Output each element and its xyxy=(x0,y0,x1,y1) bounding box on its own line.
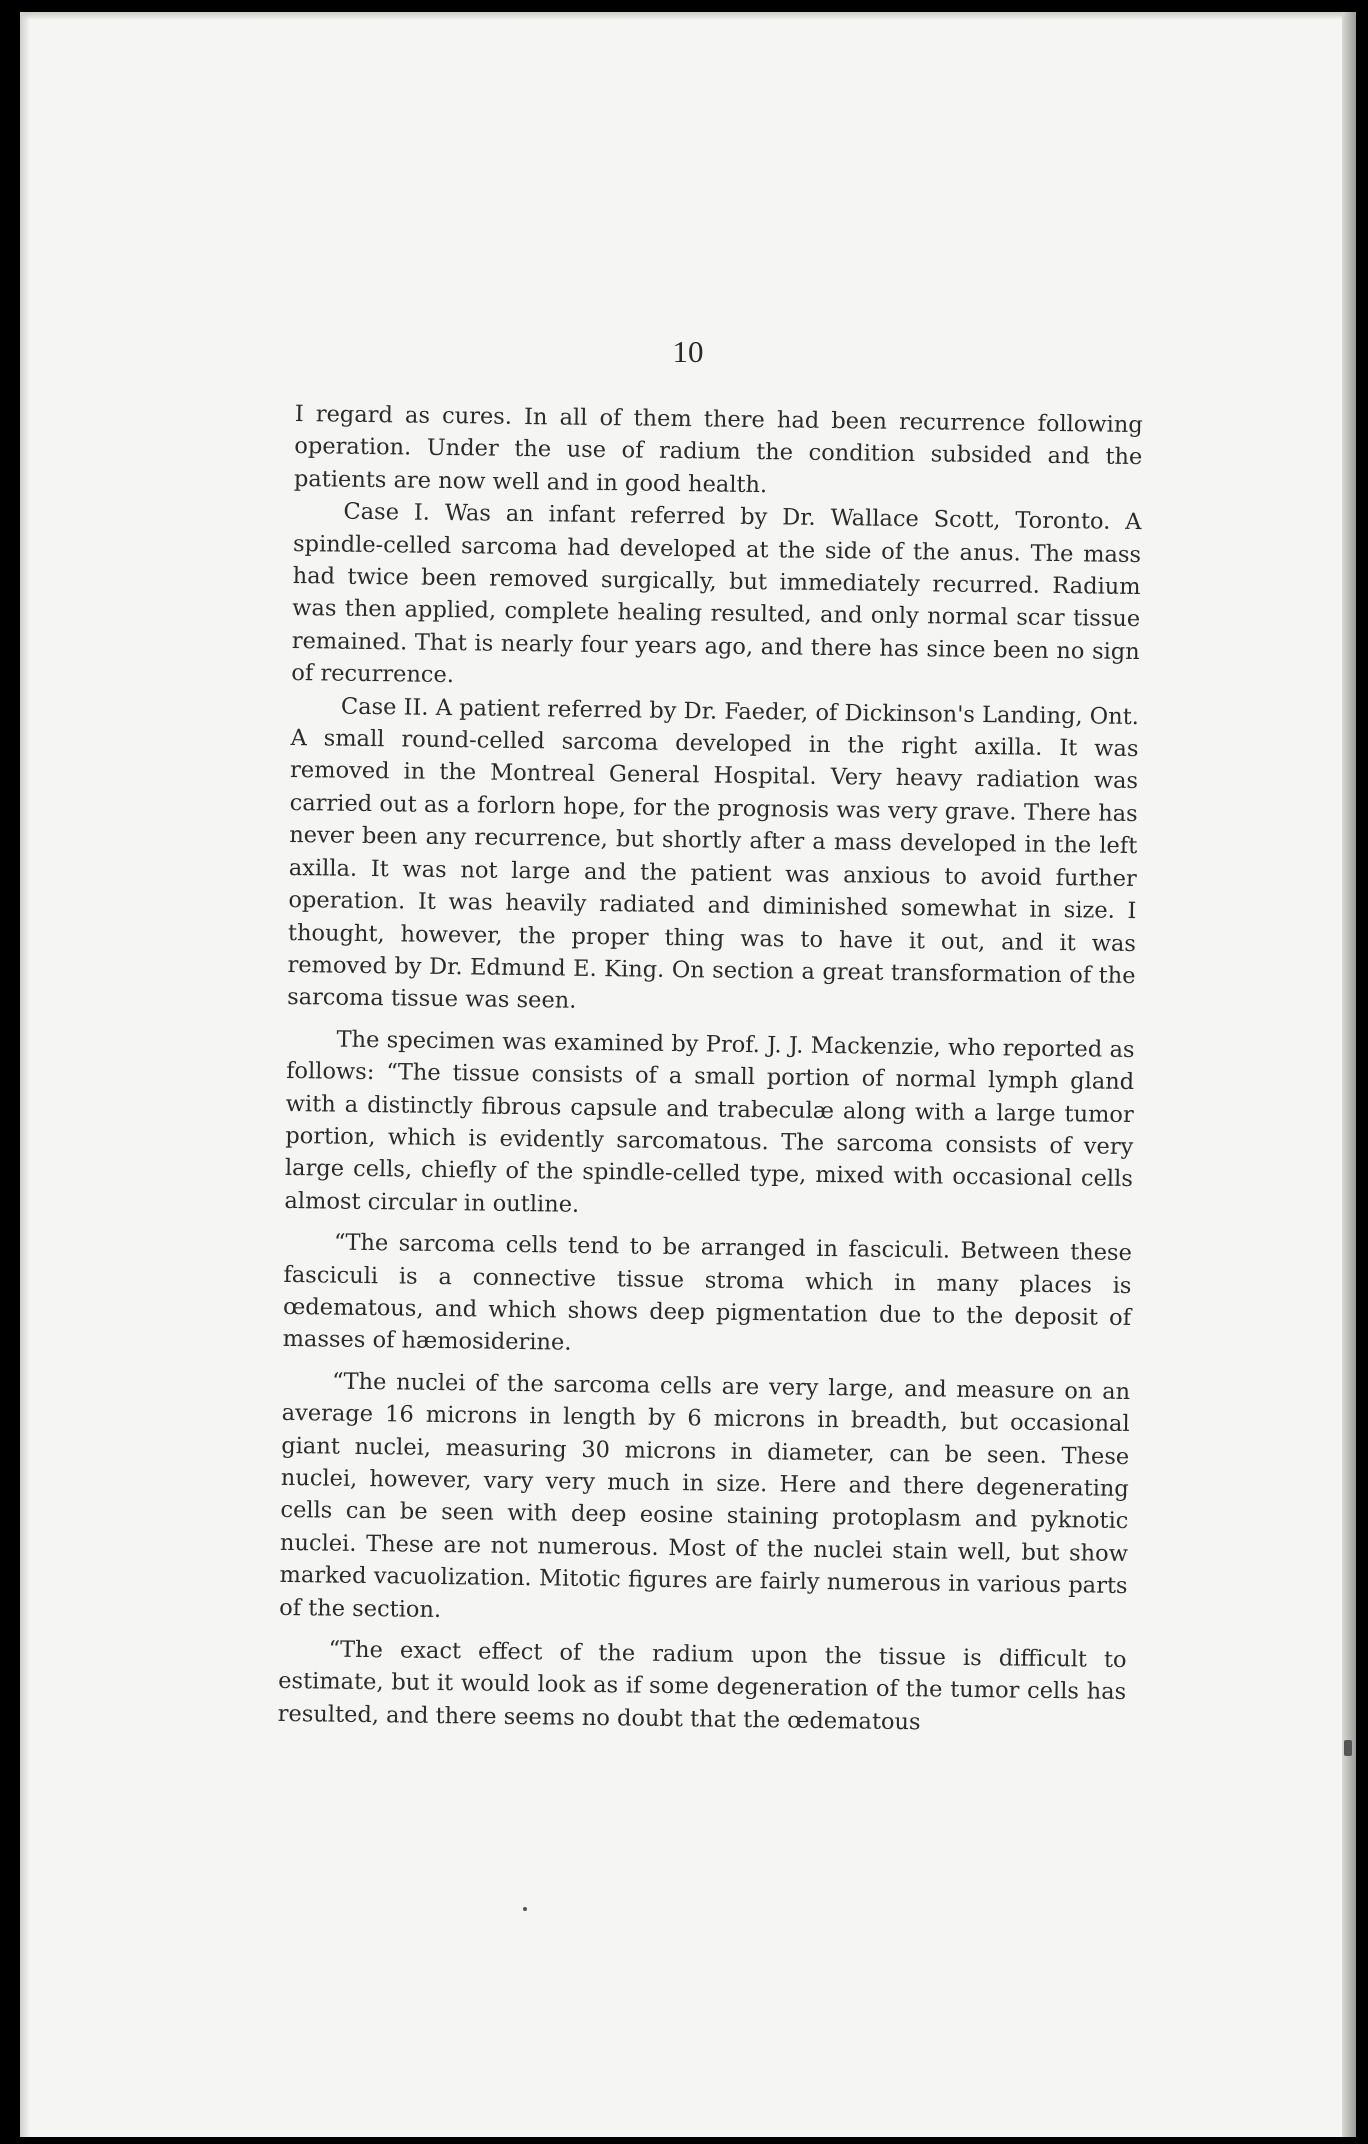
paragraph-sarcoma-cells: “The sarcoma cells tend to be arranged in fasciculi. Between these fasciculi is a connective tissue stroma which in many places is œdematous, and which shows deep pigmentation due to the deposit of masses of hæmosiderine. xyxy=(282,1229,1133,1357)
book-page xyxy=(20,12,1356,2137)
paragraph-case-1: Case I. Was an infant referred by Dr. Wallace Scott, Toronto. A spindle-celled sarcoma had developed at the side of the anus. The mass had twice been removed surgically, but immediately recurred. Radium was then applied, complete healing resulted, and only normal scar tissue remained. That is nearly four years ago, and there has since been no sign of recurrence. xyxy=(291,498,1142,689)
page-left-shadow xyxy=(20,12,30,2137)
paragraph-specimen-report: The specimen was examined by Prof. J. J. Mackenzie, who reported as follows: “The tissue consists of a small portion of normal lymph gland with a distinctly fibrous capsule and trabeculæ along with a large tumor portion, which is evidently sarcomatous. The sarcoma consists of very large cells, chiefly of the spindle-celled type, mixed with occasional cells almost circular in outline. xyxy=(284,1026,1135,1218)
page-edge xyxy=(1342,12,1356,2137)
page-number: 10 xyxy=(672,334,704,369)
paragraph-case-2: Case II. A patient referred by Dr. Faeder, of Dickinson's Landing, Ont. A small round-celled sarcoma developed in the right axilla. It was removed in the Montreal General Hospital. Very heavy radiation was carried out as a forlorn hope, for the prognosis was very grave. There has never been any recurrence, but shortly after a mass developed in the left axilla. It was not large and the patient was anxious to avoid further operation. It was heavily radiated and diminished somewhat in size. I thought, however, the proper thing was to have it out, and it was removed by Dr. Edmund E. King. On section a great transformation of the sarcoma tissue was seen. xyxy=(286,693,1140,1015)
body-text xyxy=(278,398,1143,1741)
page-top-shadow xyxy=(20,12,1356,20)
paragraph-nuclei: “The nuclei of the sarcoma cells are very large, and measure on an average 16 microns in length by 6 microns in breadth, but occasional giant nuclei, measuring 30 microns in diameter, can be seen. These nuclei, however, vary very much in size. Here and there degenerating cells can be seen with deep eosine staining protoplasm and pyknotic nuclei. These are not numerous. Most of the nuclei stain well, but show marked vacuolization. Mitotic figures are fairly numerous in various parts of the section. xyxy=(278,1368,1131,1623)
ink-speck xyxy=(523,1907,527,1911)
paragraph-radium-effect: “The exact effect of the radium upon the tissue is difficult to estimate, but it would look as if some degeneration of the tumor cells has resulted, and there seems no doubt that the œdematous xyxy=(277,1636,1127,1736)
binding-mark xyxy=(1344,1740,1352,1756)
paragraph-continuation: I regard as cures. In all of them there had been recurrence following operation. Under the use of radium the condition subsided and the patients are now well and in good health. xyxy=(293,400,1143,498)
